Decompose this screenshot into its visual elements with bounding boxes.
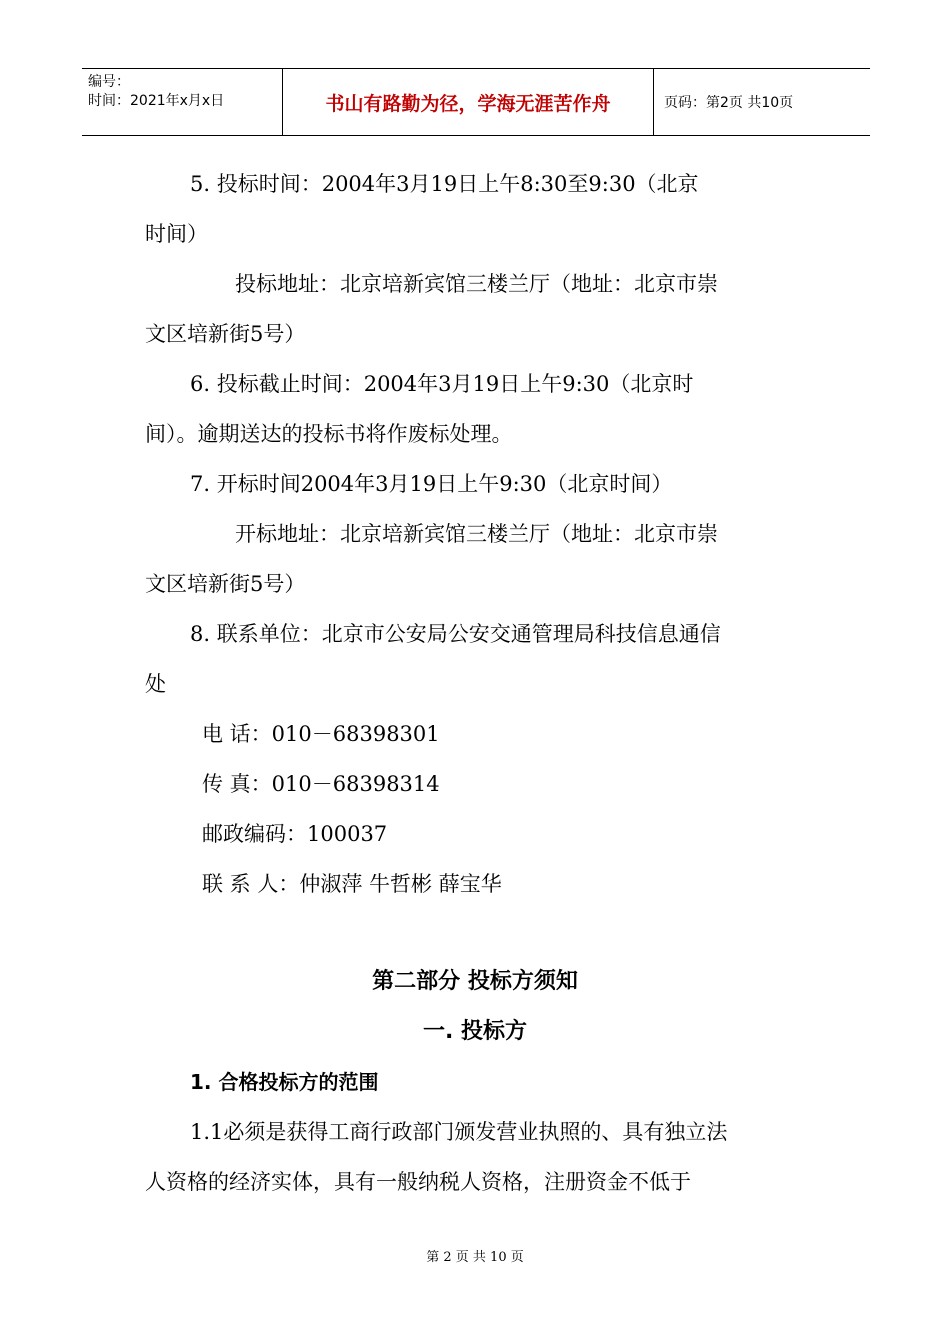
body-line: 时间） [145, 222, 208, 246]
subsection-heading: 1. 合格投标方的范围 [190, 1070, 379, 1094]
contact-postcode: 邮政编码：100037 [202, 822, 388, 846]
body-line: 处 [145, 672, 166, 696]
body-line: 6. 投标截止时间：2004年3月19日上午9:30（北京时 [190, 372, 694, 396]
body-line: 文区培新街5号） [145, 322, 306, 346]
part-title: 第二部分 投标方须知 [372, 969, 578, 994]
date-label: 时间：2021年x月x日 [88, 93, 225, 109]
page-header [82, 68, 870, 136]
header-meta [82, 69, 282, 135]
page-footer: 第 2 页 共 10 页 [426, 1250, 524, 1265]
body-line: 1.1必须是获得工商行政部门颁发营业执照的、具有独立法 [190, 1120, 728, 1144]
contact-fax: 传 真：010－68398314 [202, 772, 440, 796]
body-line: 8. 联系单位：北京市公安局公安交通管理局科技信息通信 [190, 622, 721, 646]
contact-persons: 联 系 人：仲淑萍 牛哲彬 薛宝华 [202, 872, 502, 896]
chapter-title: 一. 投标方 [422, 1019, 528, 1044]
body-line: 7. 开标时间2004年3月19日上午9:30（北京时间） [190, 472, 673, 496]
body-line: 开标地址：北京培新宾馆三楼兰厅（地址：北京市崇 [235, 522, 718, 546]
contact-phone: 电 话：010－68398301 [202, 722, 440, 746]
body-line: 5. 投标时间：2004年3月19日上午8:30至9:30（北京 [190, 172, 699, 196]
header-motto: 书山有路勤为径，学海无涯苦作舟 [282, 69, 654, 135]
body-line: 投标地址：北京培新宾馆三楼兰厅（地址：北京市崇 [235, 272, 718, 296]
header-page-number: 页码：第2页 共10页 [664, 95, 794, 111]
serial-label: 编号： [88, 74, 130, 90]
body-line: 人资格的经济实体，具有一般纳税人资格，注册资金不低于 [145, 1170, 691, 1194]
body-line: 间）。逾期送达的投标书将作废标处理。 [145, 422, 513, 446]
body-line: 文区培新街5号） [145, 572, 306, 596]
